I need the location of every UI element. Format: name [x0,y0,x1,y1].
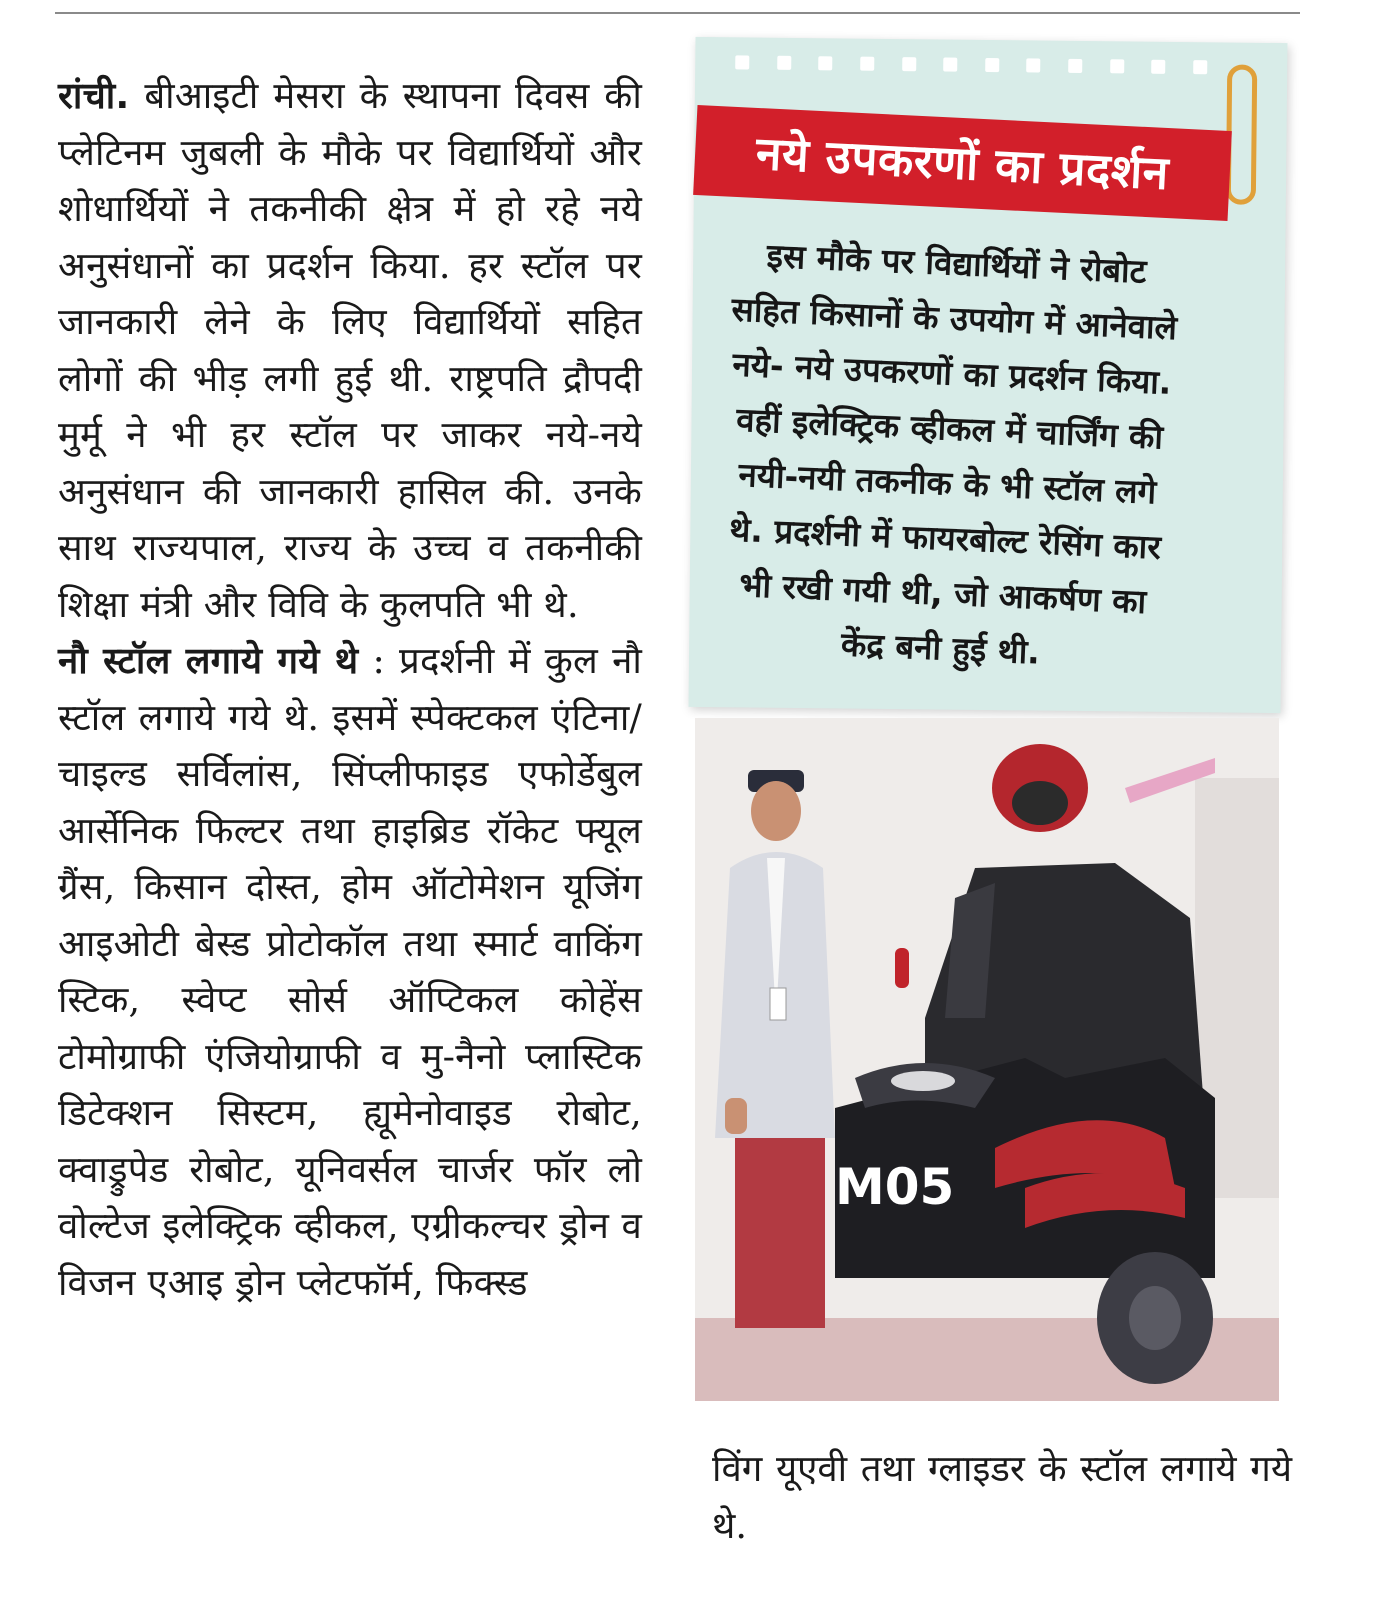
photo-illustration [695,718,1279,1401]
highlight-box-title: नये उपकरणों का प्रदर्शन [693,105,1232,221]
top-divider [55,12,1300,14]
car-number-label: M05 [835,1158,955,1216]
intro-paragraph [58,68,642,633]
article-continuation: विंग यूएवी तथा ग्लाइडर के स्टॉल लगाये गये थे. [712,1447,1292,1547]
news-photo [695,718,1279,1401]
highlight-line: केंद्र बनी हुई थी. [840,624,1041,672]
highlight-line: थे. प्रदर्शनी में फायरबोल्ट रेसिंग कार [728,509,1162,567]
highlight-line: नये- नये उपकरणों का प्रदर्शन किया. [731,344,1173,402]
highlight-line: वहीं इलेक्ट्रिक व्हीकल में चार्जिंग की [735,399,1164,457]
sub-heading: नौ स्टॉल लगाये गये थे [58,639,359,682]
notepad-holes [735,55,1207,74]
highlight-line: सहित किसानों के उपयोग में आनेवाले [730,289,1178,348]
intro-text: बीआइटी मेसरा के स्थापना दिवस की प्लेटिनम जुबली के मौके पर विद्यार्थियों और शोधार्थियों ने तकनीकी क्षेत्र में हो रहे नये अनुसंधानों का प्रदर्शन किया. हर स्टॉल पर जानकारी लेने के लिए विद्यार्थियों सहित लोगों की भीड़ लगी हुई थी. राष्ट्रपति द्रौपदी मुर्मू ने भी हर स्टॉल पर जाकर नये-नये अनुसंधान की जानकारी हासिल की. उनके साथ राज्यपाल, राज्य के उच्च व तकनीकी शिक्षा मंत्री और विवि के कुलपति भी थे. [58,74,642,626]
highlight-line: नयी-नयी तकनीक के भी स्टॉल लगे [737,454,1158,512]
highlight-line: इस मौके पर विद्यार्थियों ने रोबोट [766,235,1148,291]
article-column [58,68,642,1311]
highlight-box-text [680,225,1218,686]
body-text: : प्रदर्शनी में कुल नौ स्टॉल लगाये गये थे. इसमें स्पेक्टकल एंटिना/चाइल्ड सर्विलांस, सिंप्लीफाइड एफोर्डेबुल आर्सेनिक फिल्टर तथा हाइब्रिड रॉकेट फ्यूल ग्रैंस, किसान दोस्त, होम ऑटोमेशन यूजिंग आइओटी बेस्ड प्रोटोकॉल तथा स्मार्ट वाकिंग स्टिक, स्वेप्ट सोर्स ऑप्टिकल कोहेंस टोमोग्राफी एंजियोग्राफी व मु-नैनो प्लास्टिक डिटेक्शन सिस्टम, ह्यूमेनोवाइड रोबोट, क्वाड्रुपेड रोबोट, यूनिवर्सल चार्जर फॉर लो वोल्टेज इलेक्ट्रिक व्हीकल, एग्रीकल्चर ड्रोन व विजन एआइ ड्रोन प्लेटफॉर्म, फिक्स्ड [58,639,642,1304]
body-paragraph [58,633,642,1311]
dateline: रांची. [58,74,130,117]
highlight-line: भी रखी गयी थी, जो आकर्षण का [738,565,1147,622]
